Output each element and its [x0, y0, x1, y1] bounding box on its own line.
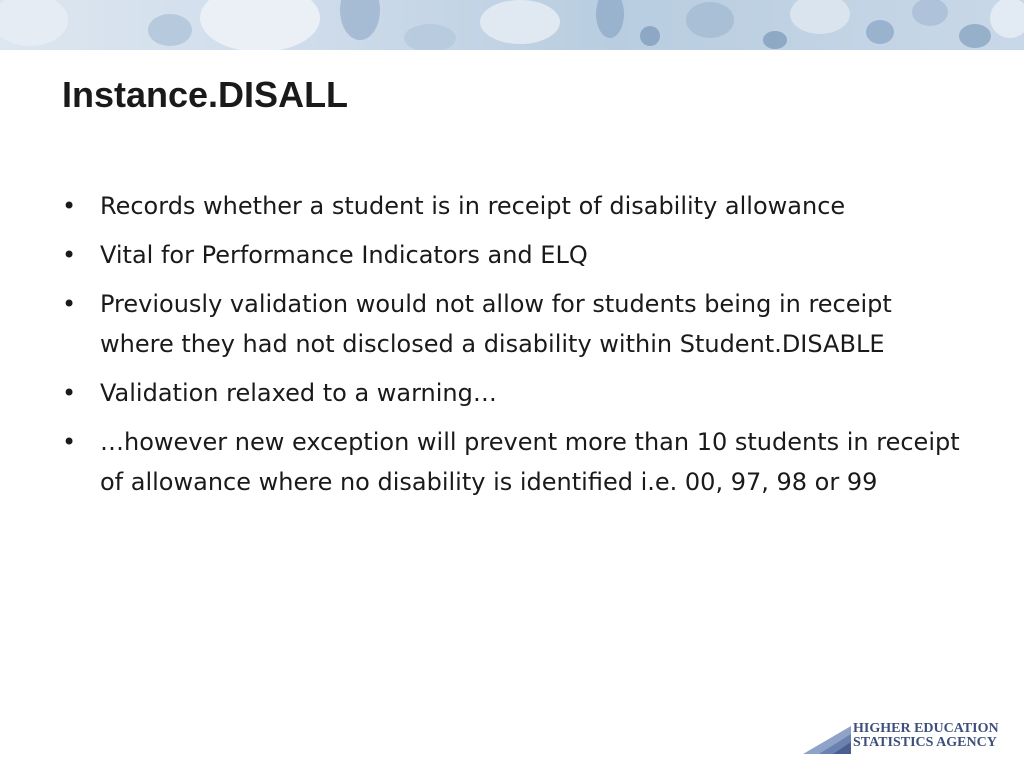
bullet-mark: •	[62, 241, 77, 269]
bullet-item	[62, 235, 962, 275]
bullet-text: Previously validation would not allow for students being in receipt where they had not disclosed a disability within Student.DISABLE	[100, 290, 892, 358]
logo-text	[853, 722, 999, 750]
bullet-text: Records whether a student is in receipt of disability allowance	[100, 192, 846, 220]
bullet-text: Validation relaxed to a warning…	[100, 379, 497, 407]
bullet-mark: •	[62, 428, 77, 456]
water-drops-decoration	[0, 0, 1024, 50]
logo-line-2: STATISTICS AGENCY	[853, 735, 997, 750]
bullet-item	[62, 373, 962, 413]
bullet-mark: •	[62, 290, 77, 318]
bullet-item	[62, 186, 962, 226]
slide-title: Instance.DISALL	[62, 74, 349, 115]
header-banner	[0, 0, 1024, 50]
bullet-mark: •	[62, 379, 77, 407]
bullet-item	[62, 284, 962, 364]
logo-line-1: HIGHER EDUCATION	[853, 721, 999, 736]
bullet-list	[62, 186, 962, 511]
hesa-logo	[803, 722, 1013, 756]
hesa-logo-icon	[803, 726, 851, 754]
bullet-mark: •	[62, 192, 77, 220]
bullet-item	[62, 422, 962, 502]
bullet-text: Vital for Performance Indicators and ELQ	[100, 241, 588, 269]
bullet-text: …however new exception will prevent more than 10 students in receipt of allowance where no disability is identified i.e. 00, 97, 98 or 99	[100, 428, 960, 496]
